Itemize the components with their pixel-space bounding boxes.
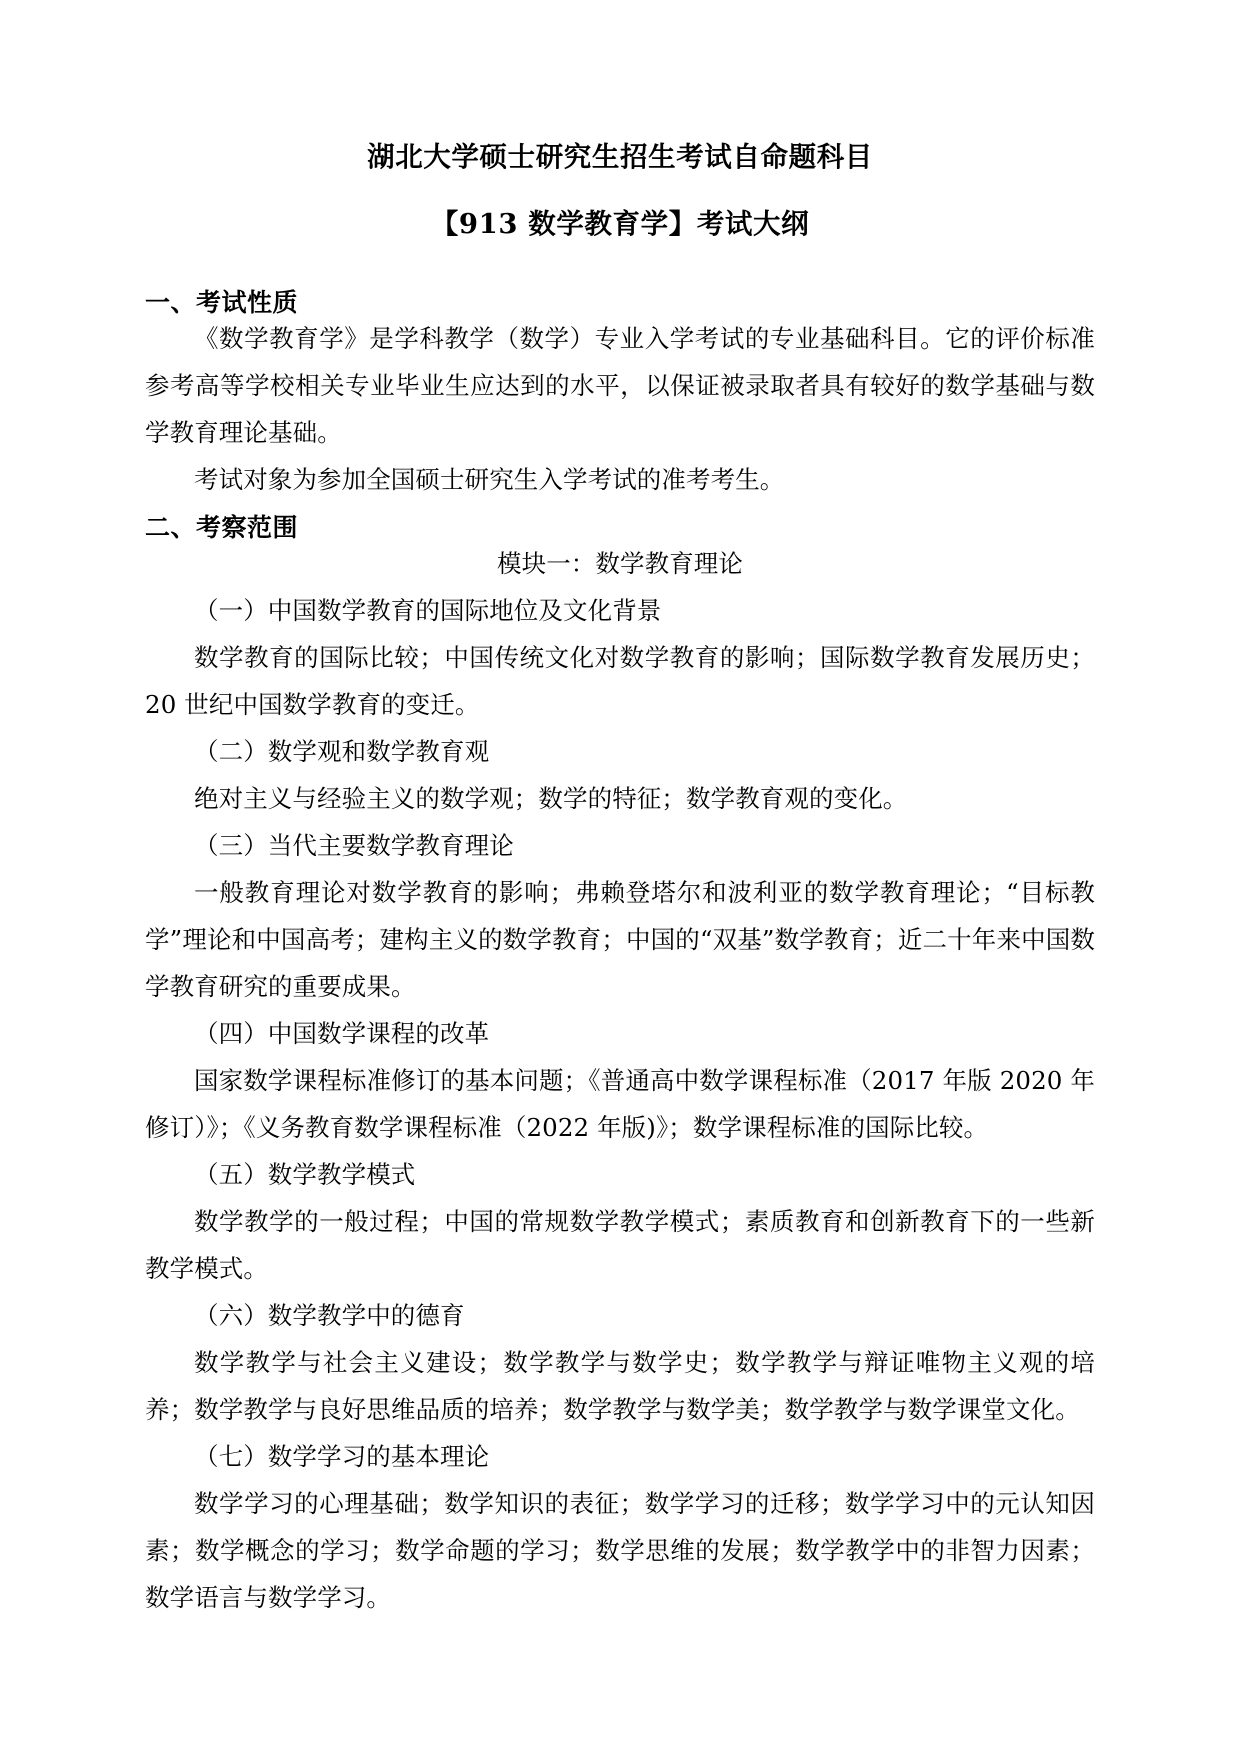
subsection-body-7: 数学学习的心理基础；数学知识的表征；数学学习的迁移；数学学习中的元认知因素；数学概念的学习；数学命题的学习；数学思维的发展；数学教学中的非智力因素；数学语言与数学学习。 (145, 1489, 1095, 1612)
subsection-title-7: （七）数学学习的基本理论 (194, 1442, 490, 1471)
subsection-body-1: 数学教育的国际比较；中国传统文化对数学教育的影响；国际数学教育发展历史；20 世纪中国数学教育的变迁。 (145, 643, 1095, 719)
subsection-title-2: （二）数学观和数学教育观 (194, 737, 490, 766)
subsection-body-6: 数学教学与社会主义建设；数学教学与数学史；数学教学与辩证唯物主义观的培养；数学教学与良好思维品质的培养；数学教学与数学美；数学教学与数学课堂文化。 (145, 1348, 1095, 1424)
section-heading-exam-nature: 一、考试性质 (145, 288, 299, 317)
subsection-body-4: 国家数学课程标准修订的基本问题；《普通高中数学课程标准（2017 年版 2020 年修订）》；《义务教育数学课程标准（2022 年版)》；数学课程标准的国际比较。 (145, 1066, 1095, 1142)
paragraph-exam-nature-2: 考试对象为参加全国硕士研究生入学考试的准考考生。 (194, 465, 785, 494)
module-title-1: 模块一：数学教育理论 (497, 549, 743, 578)
subsection-body-5: 数学教学的一般过程；中国的常规数学教学模式；素质教育和创新教育下的一些新教学模式。 (145, 1207, 1095, 1283)
subsection-title-4: （四）中国数学课程的改革 (194, 1019, 490, 1048)
section-heading-exam-scope: 二、考察范围 (145, 513, 299, 542)
document-title-line-2: 【913 数学教育学】考试大纲 (430, 207, 810, 240)
paragraph-exam-nature-1: 《数学教育学》是学科教学（数学）专业入学考试的专业基础科目。它的评价标准参考高等学校相关专业毕业生应达到的水平，以保证被录取者具有较好的数学基础与数学教育理论基础。 (145, 324, 1095, 447)
subsection-body-2: 绝对主义与经验主义的数学观；数学的特征；数学教育观的变化。 (194, 784, 908, 813)
subsection-title-1: （一）中国数学教育的国际地位及文化背景 (194, 596, 662, 625)
subsection-title-5: （五）数学教学模式 (194, 1160, 416, 1189)
document-title-line-1: 湖北大学硕士研究生招生考试自命题科目 (367, 141, 873, 173)
subsection-title-3: （三）当代主要数学教育理论 (194, 831, 514, 860)
subsection-title-6: （六）数学教学中的德育 (194, 1301, 465, 1330)
subsection-body-3: 一般教育理论对数学教育的影响；弗赖登塔尔和波利亚的数学教育理论；“目标教学”理论和中国高考；建构主义的数学教育；中国的“双基”数学教育；近二十年来中国数学教育研究的重要成果。 (145, 878, 1095, 1001)
